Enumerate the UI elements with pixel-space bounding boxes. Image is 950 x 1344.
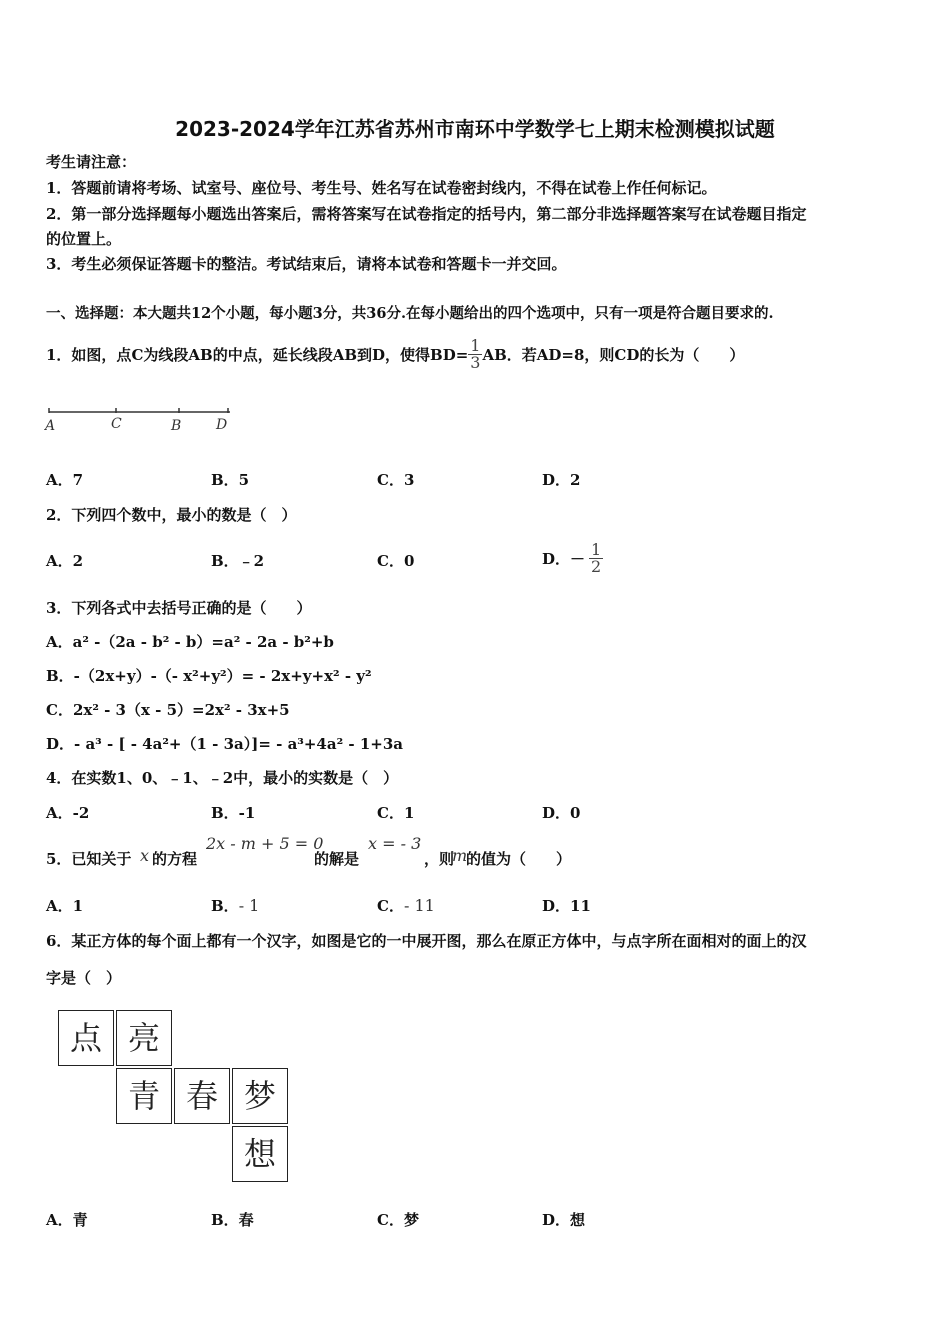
q2-option-d-fraction <box>589 539 603 576</box>
notice-item-1: 1．答题前请将考场、试室号、座位号、考生号、姓名写在试卷密封线内，不得在试卷上作任何标记。 <box>46 179 717 197</box>
question-3: 3．下列各式中去括号正确的是（ ） <box>46 599 312 617</box>
cube-face-meng: 梦 <box>232 1068 288 1124</box>
q5-stem-mid2: 的解是 <box>314 850 360 868</box>
q1-frac-denominator: 3 <box>470 352 481 372</box>
label-a: A <box>45 418 56 434</box>
q5-var-x: x <box>140 846 150 865</box>
cube-face-chun: 春 <box>174 1068 230 1124</box>
q1-line-segment-figure <box>44 402 239 436</box>
q2-option-d-label: D．－ <box>542 549 586 568</box>
q4-option-a[interactable]: A．-2 <box>46 804 90 822</box>
q6-option-b[interactable]: B．春 <box>211 1211 254 1229</box>
q5-option-d-value: 11 <box>570 897 591 915</box>
q2-option-c[interactable]: C．0 <box>377 552 415 570</box>
q6-option-c[interactable]: C．梦 <box>377 1211 419 1229</box>
q3-option-b[interactable]: B．-（2x+y）-（- x²+y²）= - 2x+y+x² - y² <box>46 667 372 685</box>
q1-fraction <box>468 335 482 372</box>
cube-face-dian: 点 <box>58 1010 114 1066</box>
q1-option-b[interactable]: B．5 <box>211 471 250 489</box>
cube-face-xiang: 想 <box>232 1126 288 1182</box>
section-heading: 一、选择题：本大题共12个小题，每小题3分，共36分.在每小题给出的四个选项中，只有一项是符合题目要求的. <box>46 305 774 322</box>
notice-item-2-cont: 的位置上。 <box>46 230 122 248</box>
q6-option-a[interactable]: A．青 <box>46 1211 88 1229</box>
cube-face-liang: 亮 <box>116 1010 172 1066</box>
q5-option-d-label: D． <box>542 897 571 915</box>
question-2: 2．下列四个数中，最小的数是（ ） <box>46 506 297 524</box>
q1-option-a[interactable]: A．7 <box>46 471 84 489</box>
q2-option-a[interactable]: A．2 <box>46 552 84 570</box>
q5-option-b[interactable] <box>211 895 259 916</box>
q5-option-b-label: B． <box>211 897 239 915</box>
question-4: 4．在实数1、0、﹣1、﹣2中，最小的实数是（ ） <box>46 769 399 787</box>
q4-option-d[interactable]: D．0 <box>542 804 581 822</box>
q4-option-b[interactable]: B．-1 <box>211 804 256 822</box>
q5-option-a[interactable] <box>46 895 83 916</box>
label-d: D <box>216 417 228 433</box>
q1-stem-pre: 1．如图，点C为线段AB的中点，延长线段AB到D，使得BD= <box>46 345 469 364</box>
q3-option-c[interactable]: C．2x² - 3（x - 5）=2x² - 3x+5 <box>46 701 290 719</box>
question-6-line-1: 6．某正方体的每个面上都有一个汉字，如图是它的一中展开图，那么在原正方体中，与点字所在面相对的面上的汉 <box>46 932 807 950</box>
q2-option-d[interactable] <box>542 536 603 580</box>
q5-equation: 2x - m + 5 = 0 <box>206 834 324 853</box>
q5-option-a-label: A． <box>46 897 73 915</box>
q5-stem-post2: 的值为（ ） <box>466 850 572 868</box>
q1-stem-post: AB．若AD=8，则CD的长为（ ） <box>482 345 745 364</box>
q1-frac-numerator: 1 <box>470 335 481 355</box>
q5-option-c-label: C． <box>377 897 404 915</box>
q5-option-c[interactable] <box>377 895 435 916</box>
notice-item-2: 2．第一部分选择题每小题选出答案后，需将答案写在试卷指定的括号内，第二部分非选择题答案写在试卷题目指定 <box>46 205 807 223</box>
label-b: B <box>171 418 182 434</box>
q1-option-c[interactable]: C．3 <box>377 471 415 489</box>
q5-option-a-value: 1 <box>72 897 84 915</box>
q5-option-b-value: - 1 <box>238 896 260 915</box>
notice-heading: 考生请注意： <box>46 153 137 171</box>
q5-option-d[interactable] <box>542 895 591 916</box>
q2-frac-denominator: 2 <box>591 556 602 576</box>
label-c: C <box>111 416 122 432</box>
q4-option-c[interactable]: C．1 <box>377 804 415 822</box>
q6-option-d[interactable]: D．想 <box>542 1211 586 1229</box>
q5-stem-pre: 5．已知关于 <box>46 850 132 868</box>
q5-stem-post: ，则 <box>424 850 455 868</box>
q5-stem-mid: 的方程 <box>152 850 198 868</box>
page-title: 2023-2024学年江苏省苏州市南环中学数学七上期末检测模拟试题 <box>175 117 775 141</box>
q3-option-d[interactable]: D．- a³ - [ - 4a²+（1 - 3a）]= - a³+4a² - 1+3a <box>46 735 403 753</box>
q5-var-m: m <box>452 846 468 865</box>
question-1 <box>46 328 744 380</box>
cube-face-qing: 青 <box>116 1068 172 1124</box>
q3-option-a[interactable]: A．a² -（2a - b² - b）=a² - 2a - b²+b <box>46 633 334 651</box>
q5-solution: x = - 3 <box>368 834 422 853</box>
question-6-line-2: 字是（ ） <box>46 969 122 987</box>
q2-frac-numerator: 1 <box>591 539 602 559</box>
q5-option-c-value: - 11 <box>403 896 435 915</box>
notice-item-3: 3．考生必须保证答题卡的整洁。考试结束后，请将本试卷和答题卡一并交回。 <box>46 255 567 273</box>
q1-option-d[interactable]: D．2 <box>542 471 581 489</box>
q2-option-b[interactable]: B．﹣2 <box>211 552 265 570</box>
